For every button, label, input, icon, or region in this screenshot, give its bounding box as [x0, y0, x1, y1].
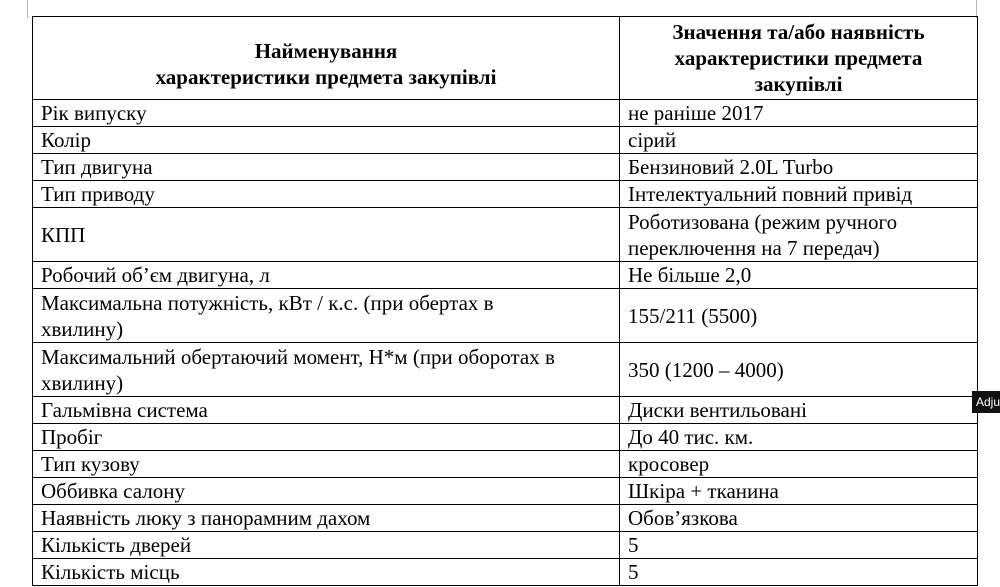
- characteristic-value: 155/211 (5500): [620, 289, 978, 343]
- table-row: [33, 451, 978, 478]
- table-row: [33, 424, 978, 451]
- characteristic-name: Оббивка салону: [33, 478, 620, 505]
- characteristic-name: Пробіг: [33, 424, 620, 451]
- table-row: [33, 505, 978, 532]
- table-row: [33, 100, 978, 127]
- header-value-line: закупівлі: [754, 72, 843, 96]
- name-line: хвилину): [41, 316, 124, 341]
- characteristic-name: [33, 289, 620, 343]
- header-name-line: Найменування: [254, 39, 398, 63]
- page-crop-mark-left: [27, 0, 28, 18]
- characteristic-name: Рік випуску: [33, 100, 620, 127]
- name-line: Максимальний обертаючий момент, Н*м (при оборотах в: [41, 344, 555, 369]
- specification-table: [32, 16, 978, 586]
- table-row: [33, 181, 978, 208]
- adjust-tooltip[interactable]: Adju: [972, 391, 1000, 413]
- name-line: Максимальна потужність, кВт / к.с. (при обертах в: [41, 290, 494, 315]
- table-row: [33, 397, 978, 424]
- header-value-line: характеристики предмета: [674, 46, 923, 70]
- characteristic-name: Наявність люку з панорамним дахом: [33, 505, 620, 532]
- characteristic-name: Тип приводу: [33, 181, 620, 208]
- characteristic-name: Кількість дверей: [33, 532, 620, 559]
- characteristic-value: Обов’язкова: [620, 505, 978, 532]
- header-name-cell: [33, 17, 620, 100]
- characteristic-name: КПП: [33, 208, 620, 262]
- value-line: переключення на 7 передач): [628, 235, 880, 260]
- characteristic-value: сірий: [620, 127, 978, 154]
- value-line: Роботизована (режим ручного: [628, 209, 898, 234]
- name-line: хвилину): [41, 370, 124, 395]
- characteristic-name: Кількість місць: [33, 559, 620, 586]
- characteristic-value: не раніше 2017: [620, 100, 978, 127]
- table-header-row: [33, 17, 978, 100]
- characteristic-value: 5: [620, 532, 978, 559]
- characteristic-name: Колір: [33, 127, 620, 154]
- characteristic-value: 5: [620, 559, 978, 586]
- table-row: [33, 559, 978, 586]
- characteristic-name: Тип двигуна: [33, 154, 620, 181]
- characteristic-value: Бензиновий 2.0L Turbo: [620, 154, 978, 181]
- table-row: [33, 127, 978, 154]
- table-row: [33, 154, 978, 181]
- table-row: [33, 289, 978, 343]
- characteristic-value: Не більше 2,0: [620, 262, 978, 289]
- characteristic-value: До 40 тис. км.: [620, 424, 978, 451]
- characteristic-value: Диски вентильовані: [620, 397, 978, 424]
- table-row: [33, 532, 978, 559]
- characteristic-value: Інтелектуальний повний привід: [620, 181, 978, 208]
- table-row: [33, 262, 978, 289]
- header-name-line: характеристики предмета закупівлі: [155, 65, 497, 89]
- characteristic-name: Тип кузову: [33, 451, 620, 478]
- characteristic-value: 350 (1200 – 4000): [620, 343, 978, 397]
- table-row: [33, 208, 978, 262]
- characteristic-value: кросовер: [620, 451, 978, 478]
- table-row: [33, 343, 978, 397]
- header-value-cell: [620, 17, 978, 100]
- table-row: [33, 478, 978, 505]
- header-value-line: Значення та/або наявність: [672, 20, 925, 44]
- characteristic-name: Гальмівна система: [33, 397, 620, 424]
- characteristic-name: Робочий об’єм двигуна, л: [33, 262, 620, 289]
- characteristic-value: [620, 208, 978, 262]
- characteristic-name: [33, 343, 620, 397]
- characteristic-value: Шкіра + тканина: [620, 478, 978, 505]
